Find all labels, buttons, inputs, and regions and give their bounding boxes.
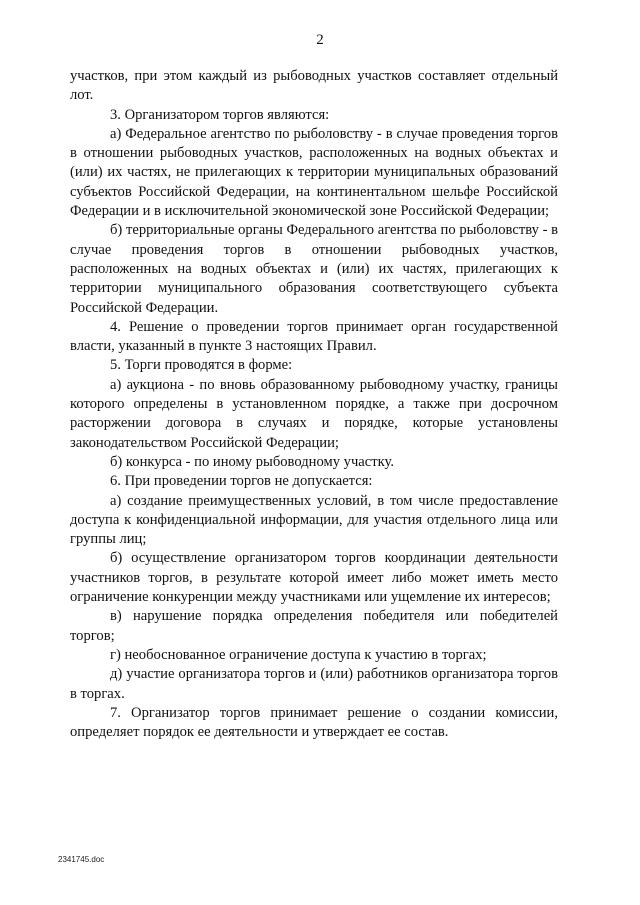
paragraph-3b: б) территориальные органы Федерального агентства по рыболовству - в случае проведения торгов в отношении рыбоводных участков, расположенных на водных объектах и (или) их частях, прилегающих к территории муниципального образования соответствующего субъекта Российской Федерации. <box>70 222 558 316</box>
paragraph-continuation: участков, при этом каждый из рыбоводных участков составляет отдельный лот. <box>70 68 558 104</box>
paragraph-3-heading: 3. Организатором торгов являются: <box>110 106 330 123</box>
paragraph-6d: д) участие организатора торгов и (или) работников организатора торгов в торгах. <box>70 666 558 702</box>
paragraph-6a: а) создание преимущественных условий, в том числе предоставление доступа к конфиденциальной информации, для участия отдельного лица или группы лиц; <box>70 492 558 548</box>
paragraph-5a: а) аукциона - по вновь образованному рыбоводному участку, границы которого определены в установленном порядке, а также при досрочном расторжении договора в случаях и порядке, которые установлены законодательством Российской Федерации; <box>70 376 558 451</box>
paragraph-6g: г) необоснованное ограничение доступа к участию в торгах; <box>110 646 487 663</box>
page-number: 2 <box>316 32 324 48</box>
paragraph-5b: б) конкурса - по иному рыбоводному участку. <box>110 453 394 470</box>
paragraph-6b: б) осуществление организатором торгов координации деятельности участников торгов, в результате которой имеет либо может иметь место ограничение конкуренции между участниками или ущемление их интересов; <box>70 550 558 606</box>
paragraph-7: 7. Организатор торгов принимает решение о создании комиссии, определяет порядок ее деятельности и утверждает ее состав. <box>70 704 558 741</box>
paragraph-4: 4. Решение о проведении торгов принимает орган государственной власти, указанный в пункте 3 настоящих Правил. <box>70 318 558 355</box>
paragraph-5-heading: 5. Торги проводятся в форме: <box>110 357 293 374</box>
paragraph-6v: в) нарушение порядка определения победителя или победителей торгов; <box>70 608 558 644</box>
paragraph-3a: а) Федеральное агентство по рыболовству - в случае проведения торгов в отношении рыбоводных участков, расположенных на водных объектах и (или) их частях, не прилегающих к территории муниципальных образований субъектов Российской Федерации, на континентальном шельфе Российской Федерации и в исключительной экономической зоне Российской Федерации; <box>70 125 558 220</box>
document-filename: 2341745.doc <box>58 855 105 864</box>
document-body <box>70 67 558 742</box>
paragraph-6-heading: 6. При проведении торгов не допускается: <box>110 473 373 490</box>
